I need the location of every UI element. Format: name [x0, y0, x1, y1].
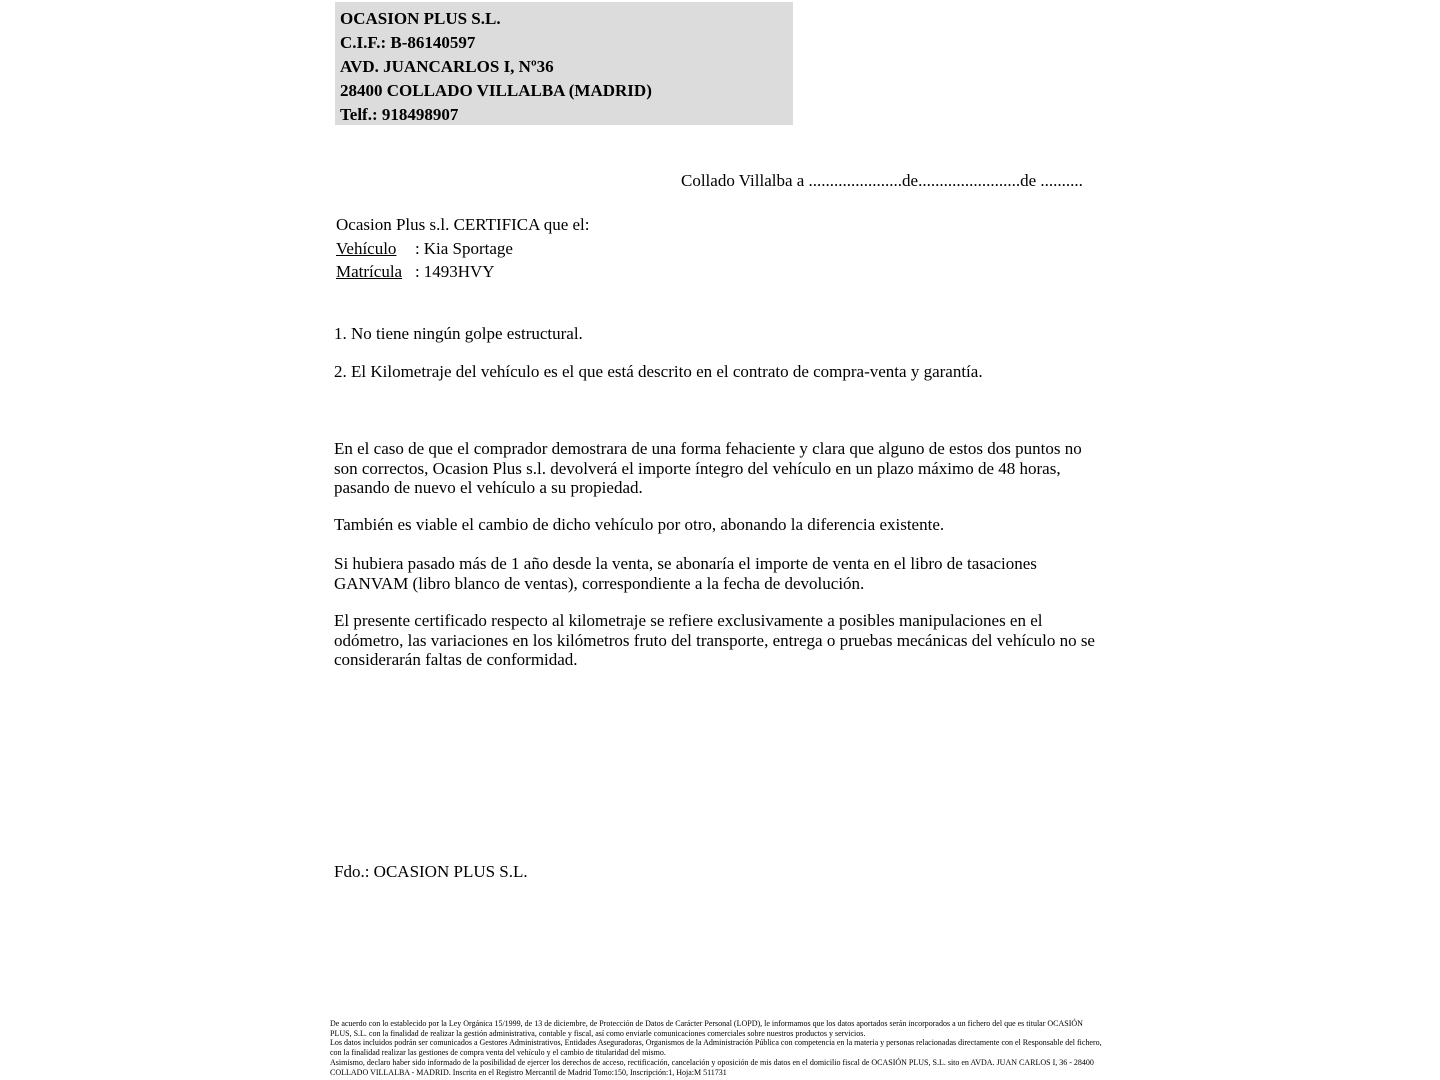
clause-mileage: 2. El Kilometraje del vehículo es el que está descrito en el contrato de compra-venta y garantía. [334, 362, 983, 381]
plate-label: Matrícula [336, 262, 403, 281]
plate-separator: : [415, 262, 420, 281]
company-address-city: 28400 COLLADO VILLALBA (MADRID) [340, 81, 652, 100]
certify-block [336, 213, 1104, 284]
paragraph-odometer: El presente certificado respecto al kilometraje se refiere exclusivamente a posibles manipulaciones en el odómetro, las variaciones en los kilómetros fruto del transporte, entrega o pruebas mecánicas del vehículo no se considerarán faltas de conformidad. [334, 611, 1095, 669]
vehicle-field [336, 237, 1104, 261]
vehicle-value: Kia Sportage [423, 238, 513, 258]
company-header-box [335, 2, 793, 125]
signature-line: Fdo.: OCASION PLUS S.L. [334, 862, 528, 881]
date-fill-in-line: Collado Villalba a ......................de........................de .......... [681, 171, 1083, 190]
company-cif: C.I.F.: B-86140597 [340, 33, 476, 52]
legal-footer [330, 1019, 1102, 1077]
paragraph-refund: En el caso de que el comprador demostrara de una forma fehaciente y clara que alguno de estos dos puntos no son correctos, Ocasion Plus s.l. devolverá el importe íntegro del vehículo en un plazo máximo de 48 horas, pasando de nuevo el vehículo a su propiedad. [334, 439, 1082, 497]
clause-structural: 1. No tiene ningún golpe estructural. [334, 324, 583, 343]
company-address-street: AVD. JUANCARLOS I, Nº36 [340, 57, 554, 76]
vehicle-separator: : [415, 238, 420, 258]
company-phone: Telf.: 918498907 [340, 105, 459, 124]
plate-field [336, 260, 1104, 284]
legal-footer-paragraph-lopd: De acuerdo con lo establecido por la Ley Orgánica 15/1999, de 13 de diciembre, de Protección de Datos de Carácter Personal (LOPD), le informamos que los datos aportados serán incorporados a un fichero del que es titular OCASIÓN PLUS, S.L. con la finalidad de realizar la gestión administrativa, contable y fiscal, así como enviarle comunicaciones comerciales sobre nuestros productos y servicios. [330, 1019, 1083, 1038]
paragraph-exchange: También es viable el cambio de dicho vehículo por otro, abonando la diferencia existente. [334, 515, 945, 534]
certify-intro: Ocasion Plus s.l. CERTIFICA que el: [336, 215, 590, 234]
paragraph-ganvam: Si hubiera pasado más de 1 año desde la venta, se abonaría el importe de venta en el libro de tasaciones GANVAM (libro blanco de ventas), correspondiente a la fecha de devolución. [334, 554, 1037, 593]
legal-footer-paragraph-rights: Asimismo, declaro haber sido informado de la posibilidad de ejercer los derechos de acceso, rectificación, cancelación y oposición de mis datos en el domicilio fiscal de OCASIÓN PLUS, S.L. sito en AVDA. JUAN CARLOS I, 36 - 28400 COLLADO VILLALBA - MADRID. Inscrita en el Registro Mercantil de Madrid Tomo:150, Inscripción:1, Hoja:M 511731 [330, 1057, 1094, 1077]
vehicle-label: Vehículo [336, 238, 397, 258]
legal-footer-paragraph-data-sharing: Los datos incluidos podrán ser comunicados a Gestores Administrativos, Entidades Aseguradoras, Organismos de la Administración Pública con competencia en la materia y personas relacionadas directamente con el Responsable del fichero, con la finalidad realizar las gestiones de compra venta del vehículo y el cambio de titularidad del mismo. [330, 1038, 1102, 1058]
company-name: OCASION PLUS S.L. [340, 9, 501, 28]
plate-value: 1493HVY [423, 262, 495, 281]
